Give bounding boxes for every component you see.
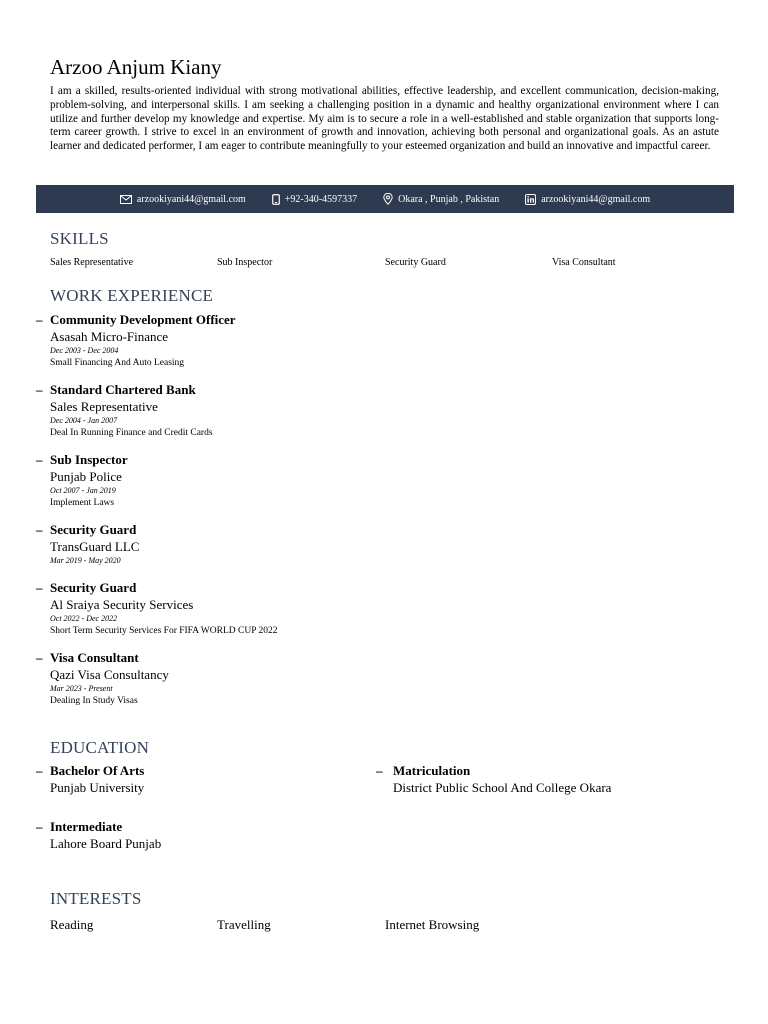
job-dates: Dec 2004 - Jan 2007	[50, 416, 118, 425]
job-dates: Mar 2023 - Present	[50, 684, 113, 693]
skill-item: Sub Inspector	[217, 257, 273, 268]
job-company: Punjab Police	[50, 469, 122, 484]
skill-item: Visa Consultant	[552, 257, 616, 268]
education-heading: EDUCATION	[50, 738, 150, 757]
contact-email[interactable]	[120, 194, 246, 205]
bullet-dash-icon: –	[36, 580, 43, 595]
contact-linkedin[interactable]	[525, 194, 650, 205]
job-description: Dealing In Study Visas	[50, 696, 138, 706]
contact-bar	[36, 185, 734, 213]
job-dates: Dec 2003 - Dec 2004	[50, 346, 119, 355]
contact-email-text: arzookiyani44@gmail.com	[136, 193, 246, 205]
job-dates: Oct 2022 - Dec 2022	[50, 614, 118, 623]
contact-phone-text: +92-340-4597337	[284, 193, 358, 205]
skills-heading: SKILLS	[50, 229, 109, 248]
interest-item: Travelling	[217, 917, 271, 932]
job-dates: Oct 2007 - Jan 2019	[50, 486, 116, 495]
job-title: Security Guard	[50, 580, 137, 595]
bullet-dash-icon: –	[36, 382, 43, 397]
work-experience-heading: WORK EXPERIENCE	[50, 286, 214, 305]
education-institution: District Public School And College Okara	[393, 780, 612, 795]
job-dates: Mar 2019 - May 2020	[50, 556, 121, 565]
bullet-dash-icon: –	[36, 312, 43, 327]
job-title: Visa Consultant	[50, 650, 139, 665]
interest-item: Reading	[50, 917, 94, 932]
education-degree: Bachelor Of Arts	[50, 763, 145, 778]
job-title: Standard Chartered Bank	[50, 382, 196, 397]
location-pin-icon	[383, 193, 393, 205]
job-title: Sub Inspector	[50, 452, 128, 467]
job-company: TransGuard LLC	[50, 539, 140, 554]
job-title: Security Guard	[50, 522, 137, 537]
interests-heading: INTERESTS	[50, 889, 142, 908]
job-company: Asasah Micro-Finance	[50, 329, 169, 344]
education-degree: Matriculation	[393, 763, 471, 778]
phone-icon	[272, 194, 280, 205]
bullet-dash-icon: –	[36, 522, 43, 537]
job-company: Sales Representative	[50, 399, 158, 414]
job-description: Short Term Security Services For FIFA WORLD CUP 2022	[50, 626, 278, 636]
job-description: Implement Laws	[50, 498, 115, 508]
bullet-dash-icon: –	[36, 763, 43, 778]
bullet-dash-icon: –	[36, 819, 43, 834]
contact-linkedin-text: arzookiyani44@gmail.com	[541, 193, 651, 205]
bullet-dash-icon: –	[36, 650, 43, 665]
contact-phone[interactable]	[272, 194, 357, 205]
job-company: Qazi Visa Consultancy	[50, 667, 169, 682]
contact-location	[383, 193, 499, 205]
education-institution: Lahore Board Punjab	[50, 836, 162, 851]
job-description: Deal In Running Finance and Credit Cards	[50, 428, 213, 438]
bullet-dash-icon: –	[376, 763, 383, 778]
bullet-dash-icon: –	[36, 452, 43, 467]
job-title: Community Development Officer	[50, 312, 236, 327]
job-company: Al Sraiya Security Services	[50, 597, 194, 612]
envelope-icon	[120, 195, 132, 204]
profile-summary: I am a skilled, results-oriented individual with strong motivational abilities, effective leadership, and excellent communication, decision-making, problem-solving, and interpersonal skills. I am seeking a challenging position in a dynamic and healthy organizational environment where I can utilize and further develop my knowledge and expertise. My aim is to secure a role in a well-established and stable organization that supports long-term career growth. I strive to excel in an environment of growth and innovation, achieving both personal and organizational goals. As an astute learner and dedicated performer, I am eager to contribute meaningfully to your esteemed organization and build an innovative and impactful career.	[50, 85, 719, 153]
contact-location-text: Okara , Punjab , Pakistan	[398, 193, 500, 205]
education-institution: Punjab University	[50, 780, 145, 795]
job-description: Small Financing And Auto Leasing	[50, 358, 185, 368]
education-degree: Intermediate	[50, 819, 123, 834]
skill-item: Security Guard	[385, 257, 446, 268]
candidate-name: Arzoo Anjum Kiany	[50, 55, 222, 79]
linkedin-icon	[525, 194, 536, 205]
skill-item: Sales Representative	[50, 257, 134, 268]
interest-item: Internet Browsing	[385, 917, 480, 932]
